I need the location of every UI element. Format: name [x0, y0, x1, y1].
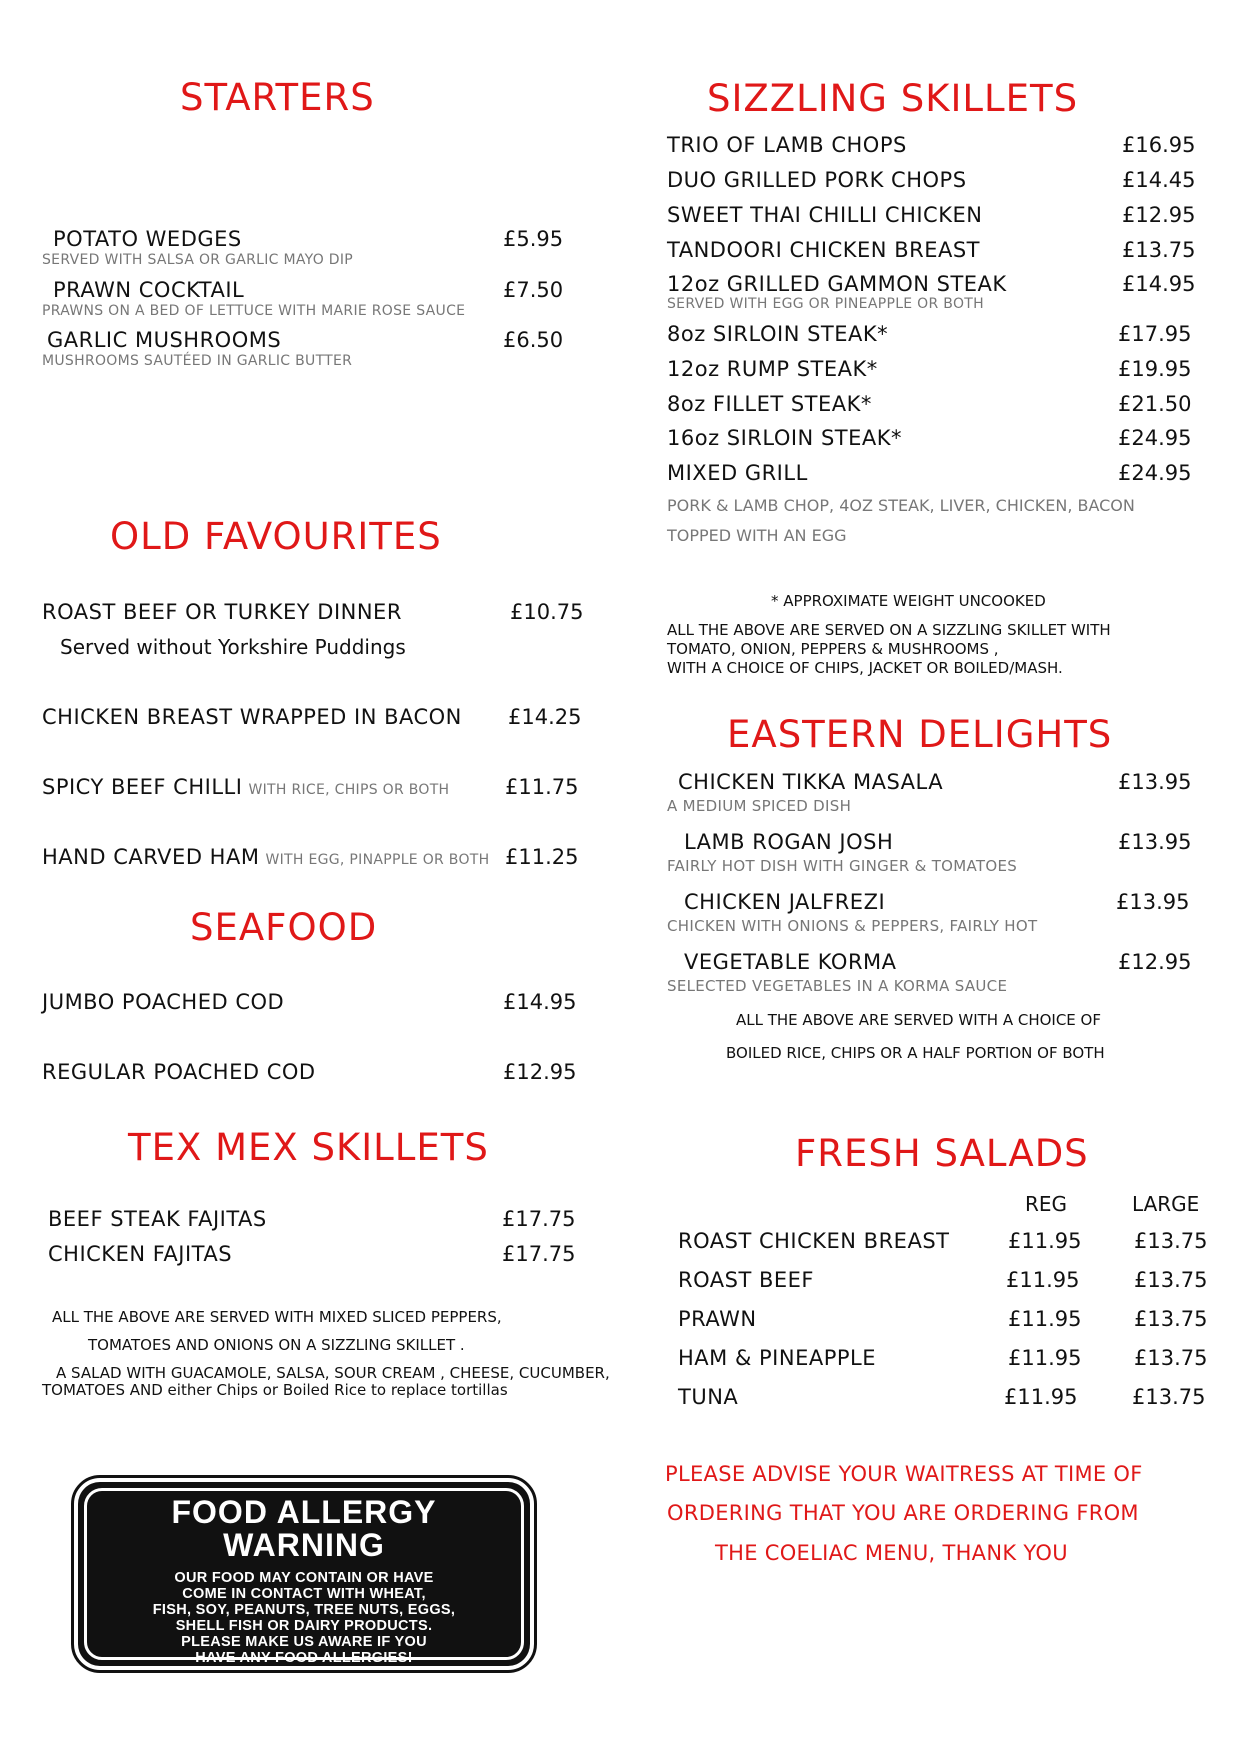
allergy-line: COME IN CONTACT WITH WHEAT,: [182, 1586, 426, 1602]
sizzling-name: 12oz RUMP STEAK*: [667, 357, 878, 381]
starter-desc: PRAWNS ON A BED OF LETTUCE WITH MARIE ROSE SAUCE: [42, 303, 466, 319]
salad-name: HAM & PINEAPPLE: [678, 1346, 876, 1370]
salad-col-reg: REG: [1025, 1192, 1068, 1216]
starter-name: PRAWN COCKTAIL: [53, 278, 245, 302]
sizzling-price: £24.95: [1118, 426, 1192, 450]
favourite-desc: WITH RICE, CHIPS OR BOTH: [248, 782, 450, 798]
salad-price-reg: £11.95: [1008, 1346, 1082, 1370]
seafood-heading: SEAFOOD: [190, 906, 378, 949]
favourite-price: £11.75: [505, 775, 579, 799]
salad-price-reg: £11.95: [1004, 1385, 1078, 1409]
sizzling-price: £19.95: [1118, 357, 1192, 381]
tex-mex-note: TOMATOES AND either Chips or Boiled Rice to replace tortillas: [42, 1381, 508, 1399]
allergy-body: [78, 1570, 530, 1666]
sizzling-price: £24.95: [1118, 461, 1192, 485]
sizzling-price: £16.95: [1122, 133, 1196, 157]
eastern-name: VEGETABLE KORMA: [684, 950, 897, 974]
sizzling-heading: SIZZLING SKILLETS: [707, 77, 1079, 120]
mixed-grill-desc: PORK & LAMB CHOP, 4OZ STEAK, LIVER, CHICKEN, BACON: [667, 496, 1135, 515]
eastern-desc: SELECTED VEGETABLES IN A KORMA SAUCE: [667, 977, 1008, 995]
tex-mex-note: A SALAD WITH GUACAMOLE, SALSA, SOUR CREAM , CHEESE, CUCUMBER,: [56, 1364, 610, 1382]
favourite-row: [42, 845, 489, 869]
salad-name: PRAWN: [678, 1307, 757, 1331]
salad-price-large: £13.75: [1132, 1385, 1206, 1409]
tex-mex-note: ALL THE ABOVE ARE SERVED WITH MIXED SLICED PEPPERS,: [52, 1308, 502, 1326]
sizzling-note: ALL THE ABOVE ARE SERVED ON A SIZZLING SKILLET WITH: [667, 621, 1111, 639]
sizzling-price: £17.95: [1118, 322, 1192, 346]
salad-price-large: £13.75: [1134, 1268, 1208, 1292]
starters-heading: STARTERS: [180, 76, 375, 119]
tex-mex-price: £17.75: [502, 1207, 576, 1231]
sizzling-name: 8oz SIRLOIN STEAK*: [667, 322, 889, 346]
sizzling-price: £12.95: [1122, 203, 1196, 227]
sizzling-name: MIXED GRILL: [667, 461, 808, 485]
favourite-name: ROAST BEEF OR TURKEY DINNER: [42, 600, 402, 624]
sizzling-desc: SERVED WITH EGG OR PINEAPPLE OR BOTH: [667, 296, 984, 312]
salad-price-reg: £11.95: [1006, 1268, 1080, 1292]
sizzling-price: £13.75: [1122, 238, 1196, 262]
allergy-line: HAVE ANY FOOD ALLERGIES!: [195, 1650, 413, 1666]
eastern-name: CHICKEN JALFREZI: [684, 890, 886, 914]
sizzling-name: 8oz FILLET STEAK*: [667, 392, 872, 416]
eastern-desc: CHICKEN WITH ONIONS & PEPPERS, FAIRLY HOT: [667, 917, 1038, 935]
seafood-price: £14.95: [503, 990, 577, 1014]
starter-price: £7.50: [503, 278, 564, 302]
salad-price-reg: £11.95: [1008, 1307, 1082, 1331]
seafood-price: £12.95: [503, 1060, 577, 1084]
salad-name: ROAST CHICKEN BREAST: [678, 1229, 950, 1253]
favourite-name: CHICKEN BREAST WRAPPED IN BACON: [42, 705, 462, 729]
favourite-desc: WITH EGG, PINAPPLE OR BOTH: [265, 852, 490, 868]
coeliac-notice-line: ORDERING THAT YOU ARE ORDERING FROM: [667, 1501, 1139, 1525]
starter-name: POTATO WEDGES: [53, 227, 242, 251]
allergy-line: PLEASE MAKE US AWARE IF YOU: [181, 1634, 427, 1650]
tex-mex-name: BEEF STEAK FAJITAS: [48, 1207, 267, 1231]
sizzling-note: TOMATO, ONION, PEPPERS & MUSHROOMS ,: [667, 640, 999, 658]
eastern-price: £12.95: [1118, 950, 1192, 974]
starter-desc: MUSHROOMS SAUTÉED IN GARLIC BUTTER: [42, 353, 353, 369]
sizzling-name: 12oz GRILLED GAMMON STEAK: [667, 272, 1007, 296]
favourite-row: [42, 775, 449, 799]
sizzling-name: DUO GRILLED PORK CHOPS: [667, 168, 967, 192]
starter-price: £6.50: [503, 328, 564, 352]
allergy-warning-sign: [78, 1482, 530, 1666]
sizzling-name: SWEET THAI CHILLI CHICKEN: [667, 203, 983, 227]
mixed-grill-desc: TOPPED WITH AN EGG: [667, 526, 847, 545]
weight-note: * APPROXIMATE WEIGHT UNCOOKED: [771, 592, 1046, 610]
tex-mex-price: £17.75: [502, 1242, 576, 1266]
coeliac-notice-line: THE COELIAC MENU, THANK YOU: [715, 1541, 1068, 1565]
allergy-line: SHELL FISH OR DAIRY PRODUCTS.: [175, 1618, 433, 1634]
sizzling-price: £21.50: [1118, 392, 1192, 416]
starter-name: GARLIC MUSHROOMS: [47, 328, 282, 352]
sizzling-name: 16oz SIRLOIN STEAK*: [667, 426, 903, 450]
eastern-note: BOILED RICE, CHIPS OR A HALF PORTION OF BOTH: [726, 1044, 1105, 1062]
allergy-title: [78, 1496, 530, 1562]
allergy-title-line: WARNING: [223, 1527, 385, 1563]
eastern-price: £13.95: [1118, 830, 1192, 854]
favourite-name: HAND CARVED HAM: [42, 845, 260, 869]
salad-name: ROAST BEEF: [678, 1268, 814, 1292]
salad-price-large: £13.75: [1134, 1346, 1208, 1370]
favourite-price: £14.25: [508, 705, 582, 729]
sizzling-price: £14.45: [1122, 168, 1196, 192]
favourite-price: £10.75: [510, 600, 584, 624]
eastern-name: LAMB ROGAN JOSH: [684, 830, 894, 854]
favourite-sub: Served without Yorkshire Puddings: [60, 635, 406, 659]
sizzling-price: £14.95: [1122, 272, 1196, 296]
eastern-heading: EASTERN DELIGHTS: [727, 713, 1113, 756]
salad-name: TUNA: [678, 1385, 739, 1409]
eastern-desc: FAIRLY HOT DISH WITH GINGER & TOMATOES: [667, 857, 1018, 875]
salad-price-large: £13.75: [1134, 1229, 1208, 1253]
salad-price-reg: £11.95: [1008, 1229, 1082, 1253]
eastern-price: £13.95: [1116, 890, 1190, 914]
sizzling-note: WITH A CHOICE OF CHIPS, JACKET OR BOILED/MASH.: [667, 659, 1063, 677]
seafood-name: REGULAR POACHED COD: [42, 1060, 316, 1084]
favourite-name: SPICY BEEF CHILLI: [42, 775, 243, 799]
old-favourites-heading: OLD FAVOURITES: [110, 515, 442, 558]
eastern-price: £13.95: [1118, 770, 1192, 794]
allergy-line: FISH, SOY, PEANUTS, TREE NUTS, EGGS,: [152, 1602, 456, 1618]
salads-heading: FRESH SALADS: [795, 1132, 1089, 1175]
salad-col-large: LARGE: [1132, 1192, 1200, 1216]
eastern-desc: A MEDIUM SPICED DISH: [667, 797, 852, 815]
starter-price: £5.95: [503, 227, 564, 251]
salad-price-large: £13.75: [1134, 1307, 1208, 1331]
tex-mex-note: TOMATOES AND ONIONS ON A SIZZLING SKILLET .: [88, 1336, 465, 1354]
allergy-title-line: FOOD ALLERGY: [171, 1494, 437, 1530]
tex-mex-name: CHICKEN FAJITAS: [48, 1242, 233, 1266]
favourite-price: £11.25: [505, 845, 579, 869]
coeliac-notice-line: PLEASE ADVISE YOUR WAITRESS AT TIME OF: [665, 1462, 1143, 1486]
sizzling-name: TRIO OF LAMB CHOPS: [667, 133, 907, 157]
seafood-name: JUMBO POACHED COD: [42, 990, 285, 1014]
eastern-name: CHICKEN TIKKA MASALA: [678, 770, 944, 794]
starter-desc: SERVED WITH SALSA OR GARLIC MAYO DIP: [42, 252, 354, 268]
eastern-note: ALL THE ABOVE ARE SERVED WITH A CHOICE OF: [736, 1011, 1101, 1029]
allergy-line: OUR FOOD MAY CONTAIN OR HAVE: [174, 1570, 434, 1586]
tex-mex-heading: TEX MEX SKILLETS: [128, 1126, 489, 1169]
sizzling-name: TANDOORI CHICKEN BREAST: [667, 238, 980, 262]
